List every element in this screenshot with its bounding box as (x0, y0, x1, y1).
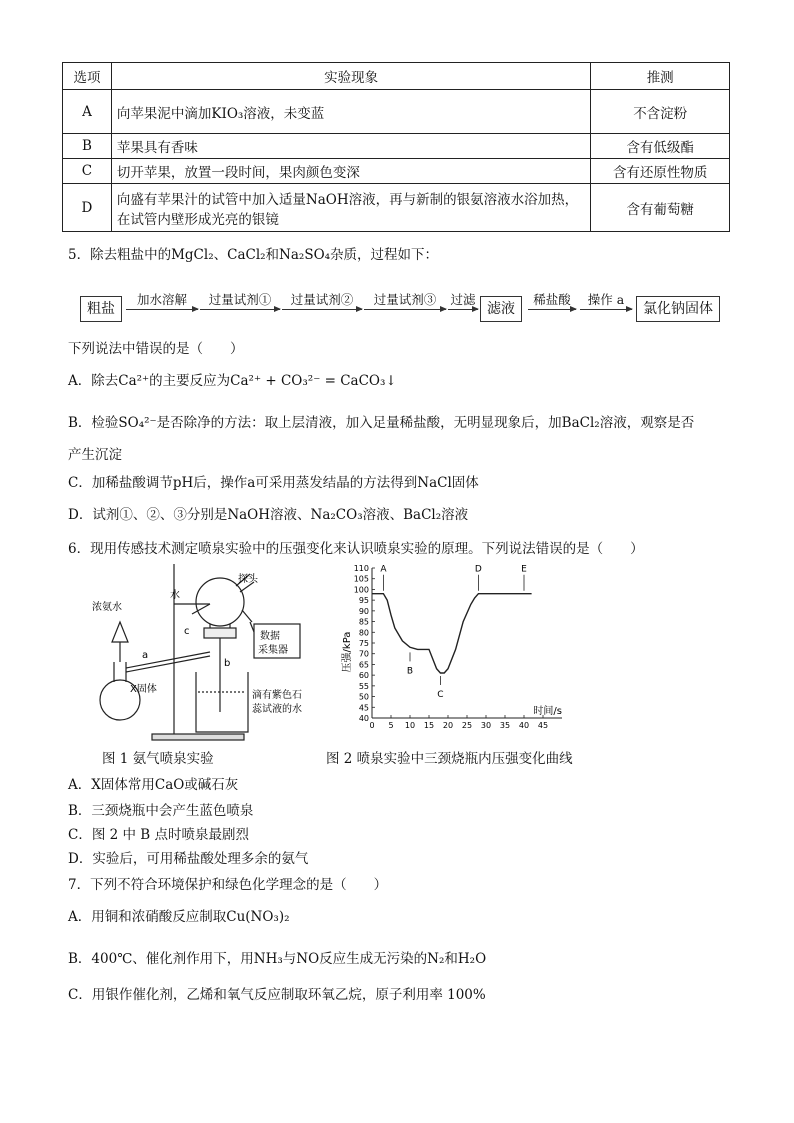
q5-option-b-line2: 产生沉淀 (68, 447, 122, 463)
label-c: c (184, 626, 190, 637)
y-tick-label: 110 (353, 564, 369, 573)
label-b: b (224, 658, 231, 669)
flow-arrow (364, 292, 446, 310)
annotation-label: E (521, 564, 527, 575)
q5-option-b-line1: B．检验SO₄²⁻是否除净的方法：取上层清液，加入足量稀盐酸，无明显现象后，加BaCl₂溶液，观察是否 (68, 415, 695, 431)
q5-stem: 5．除去粗盐中的MgCl₂、CaCl₂和Na₂SO₄杂质，过程如下： (68, 247, 439, 263)
col-option: 选项 (63, 63, 112, 90)
experiment-table (62, 62, 730, 232)
x-tick-label: 15 (423, 721, 435, 730)
x-tick-label: 30 (480, 721, 492, 730)
pressure-chart (340, 562, 580, 744)
flow-step-label: 操作 a (587, 292, 625, 307)
row-inference: 含有低级酯 (591, 134, 730, 159)
pressure-curve (372, 594, 532, 673)
y-tick-label: 75 (358, 639, 369, 648)
q7-option-b: B．400℃、催化剂作用下，用NH₃与NO反应生成无污染的N₂和H₂O (68, 951, 487, 967)
row-phenomenon (111, 184, 590, 232)
flow-filtrate-box: 滤液 (480, 296, 522, 322)
x-tick-label: 35 (499, 721, 511, 730)
y-tick-label: 95 (358, 596, 369, 606)
annotation-label: A (380, 564, 387, 575)
q6-option-a: A．X固体常用CaO或碱石灰 (68, 777, 239, 793)
flow-step-label: 过量试剂③ (373, 292, 437, 307)
x-tick-label: 45 (537, 721, 549, 730)
row-option: D (63, 184, 112, 232)
q7-option-a: A．用铜和浓硝酸反应制取Cu(NO₃)₂ (68, 909, 290, 925)
y-tick-label: 80 (358, 628, 369, 638)
row-phenomenon: 向苹果泥中滴加KIO₃溶液，未变蓝 (111, 90, 590, 134)
q6-option-d: D．实验后，可用稀盐酸处理多余的氨气 (68, 851, 309, 867)
y-tick-label: 55 (358, 681, 369, 691)
fountain-apparatus-figure (92, 562, 332, 744)
y-tick-label: 50 (358, 692, 369, 702)
flow-step-label: 过量试剂① (208, 292, 272, 307)
q7-stem: 7．下列不符合环境保护和绿色化学理念的是（ ） (68, 877, 388, 893)
flow-step-label: 加水溶解 (136, 292, 187, 307)
label-collector-2: 采集器 (258, 645, 288, 656)
q5-option-a: A．除去Ca²⁺的主要反应为Ca²⁺ + CO₃²⁻ = CaCO₃↓ (68, 373, 397, 389)
label-solid: X固体 (130, 684, 157, 695)
flow-step-label: 过滤 (450, 292, 476, 307)
q5-ask: 下列说法中错误的是（ ） (68, 341, 244, 357)
row-inference: 不含淀粉 (591, 90, 730, 134)
col-inference: 推测 (591, 63, 730, 90)
row-option: B (63, 134, 112, 159)
x-tick-label: 10 (404, 721, 416, 730)
row-phenomenon-line2: 在试管内壁形成光亮的银镜 (116, 211, 279, 228)
flow-step-label: 稀盐酸 (533, 292, 571, 307)
row-inference: 含有葡萄糖 (591, 184, 730, 232)
col-phenomenon: 实验现象 (111, 63, 590, 90)
label-water: 水 (170, 590, 180, 601)
x-tick-label: 25 (461, 721, 473, 730)
fig1-caption: 图 1 氨气喷泉实验 (102, 751, 214, 767)
purification-flowchart (80, 292, 720, 324)
q7-option-c: C．用银作催化剂，乙烯和氧气反应制取环氧乙烷，原子利用率 100% (68, 987, 486, 1003)
annotation-label: C (437, 690, 444, 700)
x-tick-label: 5 (388, 721, 394, 730)
y-tick-label: 100 (353, 585, 369, 595)
flow-end-box: 氯化钠固体 (636, 296, 720, 322)
y-tick-label: 40 (358, 714, 369, 723)
flow-arrow (528, 292, 576, 310)
label-ammonia: 浓氨水 (92, 602, 122, 613)
flow-arrow (282, 292, 362, 310)
q5-option-d: D．试剂①、②、③分别是NaOH溶液、Na₂CO₃溶液、BaCl₂溶液 (68, 507, 469, 523)
label-beaker-1: 滴有紫色石 (252, 690, 302, 701)
flow-arrow (126, 292, 198, 310)
y-tick-label: 60 (358, 671, 369, 681)
y-tick-label: 70 (358, 649, 369, 659)
flow-step-label: 过量试剂② (290, 292, 354, 307)
q6-stem: 6．现用传感技术测定喷泉实验中的压强变化来认识喷泉实验的原理。下列说法错误的是（ ） (68, 541, 644, 557)
table-header-row (63, 63, 730, 90)
fig2-caption: 图 2 喷泉实验中三颈烧瓶内压强变化曲线 (326, 751, 573, 767)
flow-arrow (200, 292, 280, 310)
flow-arrow (448, 292, 478, 310)
x-tick-label: 0 (369, 721, 375, 730)
y-tick-label: 105 (353, 574, 369, 584)
chart-xlabel: 时间/s (533, 706, 562, 717)
flow-arrow (580, 292, 632, 310)
table-row (63, 134, 730, 159)
table-row (63, 90, 730, 134)
y-tick-label: 45 (358, 703, 369, 713)
chart-ylabel: 压强/kPa (342, 631, 353, 673)
y-tick-label: 90 (358, 606, 369, 616)
row-option: C (63, 159, 112, 184)
label-collector-1: 数据 (260, 631, 280, 642)
table-row (63, 184, 730, 232)
x-tick-label: 20 (442, 721, 454, 730)
row-option: A (63, 90, 112, 134)
y-tick-label: 65 (358, 660, 369, 670)
row-phenomenon-line1: 向盛有苹果汁的试管中加入适量NaOH溶液，再与新制的银氨溶液水浴加热， (116, 191, 579, 208)
label-a: a (142, 650, 149, 661)
table-row (63, 159, 730, 184)
q6-option-c: C．图 2 中 B 点时喷泉最剧烈 (68, 827, 250, 843)
row-phenomenon: 苹果具有香味 (111, 134, 590, 159)
flow-start-box: 粗盐 (80, 296, 122, 322)
row-phenomenon: 切开苹果，放置一段时间，果肉颜色变深 (111, 159, 590, 184)
annotation-label: D (474, 564, 482, 575)
x-tick-label: 40 (518, 721, 530, 730)
row-inference: 含有还原性物质 (591, 159, 730, 184)
label-beaker-2: 蕊试液的水 (252, 704, 302, 715)
annotation-label: B (406, 666, 414, 677)
q6-option-b: B．三颈烧瓶中会产生蓝色喷泉 (68, 803, 254, 819)
q5-option-c: C．加稀盐酸调节pH后，操作a可采用蒸发结晶的方法得到NaCl固体 (68, 475, 479, 491)
y-tick-label: 85 (358, 617, 369, 627)
label-probe: 探头 (238, 574, 258, 585)
